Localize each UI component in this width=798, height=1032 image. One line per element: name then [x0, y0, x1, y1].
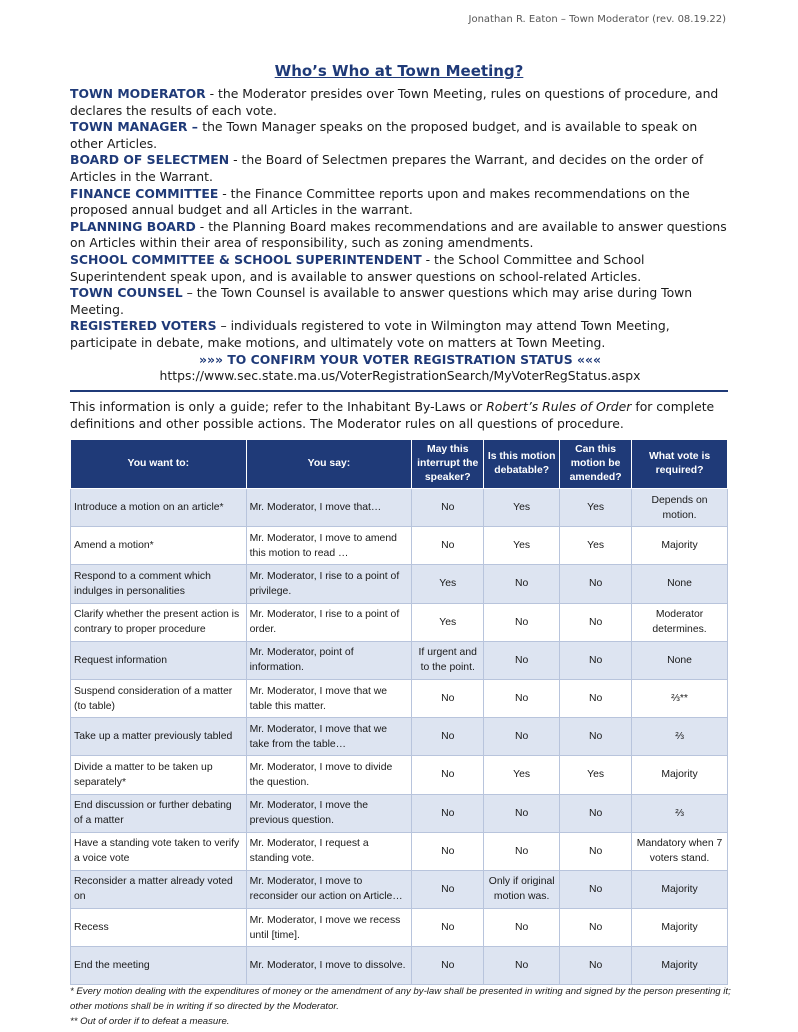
cell-vote: Majority — [632, 870, 728, 908]
cell-want: End the meeting — [71, 947, 247, 985]
role-term: SCHOOL COMMITTEE & SCHOOL SUPERINTENDENT — [70, 251, 422, 267]
cell-vote: Mandatory when 7 voters stand. — [632, 832, 728, 870]
intro-part-2: for complete definitions and other possible actions. The Moderator rules on all questions of procedure. — [70, 399, 715, 431]
cell-amendable: No — [560, 947, 632, 985]
table-row — [71, 756, 728, 794]
role-board-of-selectmen — [70, 152, 730, 185]
cell-interrupt: No — [412, 756, 484, 794]
cell-say: Mr. Moderator, I move to divide the question. — [246, 756, 412, 794]
cell-debatable: No — [484, 718, 560, 756]
cell-interrupt: No — [412, 527, 484, 565]
role-term: FINANCE COMMITTEE — [70, 185, 219, 201]
cell-amendable: No — [560, 870, 632, 908]
column-header: What vote is required? — [632, 440, 728, 489]
cell-interrupt: Yes — [412, 603, 484, 641]
table-row — [71, 527, 728, 565]
cell-amendable: No — [560, 679, 632, 717]
cell-want: Introduce a motion on an article* — [71, 489, 247, 527]
cell-debatable: No — [484, 565, 560, 603]
role-desc: - the Planning Board makes recommendations and are available to answer questions on Articles within their area of responsibility, such as zoning amendments. — [70, 218, 727, 251]
cell-say: Mr. Moderator, I move that we take from the table… — [246, 718, 412, 756]
cell-want: Respond to a comment which indulges in personalities — [71, 565, 247, 603]
cell-say: Mr. Moderator, I move that we table this matter. — [246, 679, 412, 717]
table-row — [71, 909, 728, 947]
table-row — [71, 489, 728, 527]
cell-interrupt: No — [412, 832, 484, 870]
footnotes — [70, 984, 750, 1029]
cell-amendable: Yes — [560, 527, 632, 565]
role-town-moderator — [70, 86, 730, 119]
cell-say: Mr. Moderator, I move that… — [246, 489, 412, 527]
role-planning-board — [70, 219, 730, 252]
table-header-row — [71, 440, 728, 489]
column-header: Is this motion debatable? — [484, 440, 560, 489]
cell-interrupt: If urgent and to the point. — [412, 641, 484, 679]
cell-vote: None — [632, 565, 728, 603]
cell-want: Reconsider a matter already voted on — [71, 870, 247, 908]
table-row — [71, 679, 728, 717]
cell-vote: Majority — [632, 527, 728, 565]
cell-debatable: No — [484, 909, 560, 947]
column-header: May this interrupt the speaker? — [412, 440, 484, 489]
column-header: You say: — [246, 440, 412, 489]
cell-vote: None — [632, 641, 728, 679]
cell-vote: Depends on motion. — [632, 489, 728, 527]
voter-registration-link[interactable]: https://www.sec.state.ma.us/VoterRegistrationSearch/MyVoterRegStatus.aspx — [159, 368, 641, 384]
cell-want: Take up a matter previously tabled — [71, 718, 247, 756]
role-desc: - the School Committee and School Superintendent speak upon, and is available to answer questions on school-related Articles. — [70, 251, 645, 284]
cell-interrupt: No — [412, 794, 484, 832]
role-school-committee — [70, 252, 730, 285]
role-term: PLANNING BOARD — [70, 218, 196, 234]
cell-want: Recess — [71, 909, 247, 947]
role-term: TOWN MANAGER – — [70, 119, 203, 135]
cell-debatable: No — [484, 947, 560, 985]
table-row — [71, 794, 728, 832]
intro-part-1: This information is only a guide; refer to the Inhabitant By-Laws or — [70, 399, 487, 414]
cell-amendable: No — [560, 641, 632, 679]
role-term: BOARD OF SELECTMEN — [70, 152, 230, 168]
cell-want: Divide a matter to be taken up separately* — [71, 756, 247, 794]
role-desc: the Town Manager speaks on the proposed budget, and is available to speak on other Articles. — [70, 119, 698, 151]
cell-debatable: No — [484, 794, 560, 832]
cell-debatable: No — [484, 832, 560, 870]
table-row — [71, 641, 728, 679]
cell-say: Mr. Moderator, I move the previous question. — [246, 794, 412, 832]
role-registered-voters — [70, 318, 730, 351]
cell-say: Mr. Moderator, I rise to a point of order. — [246, 603, 412, 641]
cell-say: Mr. Moderator, I move to dissolve. — [246, 947, 412, 985]
footnote-single-asterisk: * Every motion dealing with the expenditures of money or the amendment of any by-law shall be presented in writing and signed by the person presenting it; other motions shall be in writing if so directed by the Moderator. — [70, 986, 731, 1012]
cell-vote: ⅔** — [632, 679, 728, 717]
table-row — [71, 832, 728, 870]
cell-say: Mr. Moderator, I move to reconsider our action on Article… — [246, 870, 412, 908]
cell-say: Mr. Moderator, I move to amend this motion to read … — [246, 527, 412, 565]
role-term: TOWN COUNSEL — [70, 285, 183, 301]
cell-amendable: No — [560, 794, 632, 832]
intro-text — [70, 399, 730, 432]
cell-say: Mr. Moderator, I request a standing vote. — [246, 832, 412, 870]
cell-debatable: Yes — [484, 489, 560, 527]
table-row — [71, 603, 728, 641]
role-desc: - the Finance Committee reports upon and makes recommendations on the proposed annual budget and all Articles in the warrant. — [70, 185, 690, 218]
cell-amendable: Yes — [560, 489, 632, 527]
cell-interrupt: No — [412, 870, 484, 908]
cell-say: Mr. Moderator, point of information. — [246, 641, 412, 679]
cell-vote: Majority — [632, 947, 728, 985]
cell-amendable: No — [560, 832, 632, 870]
cell-want: Clarify whether the present action is contrary to proper procedure — [71, 603, 247, 641]
cell-interrupt: No — [412, 489, 484, 527]
cell-vote: Majority — [632, 909, 728, 947]
cell-want: End discussion or further debating of a matter — [71, 794, 247, 832]
cell-interrupt: No — [412, 679, 484, 717]
motions-table — [70, 439, 728, 985]
cell-amendable: No — [560, 909, 632, 947]
column-header: Can this motion be amended? — [560, 440, 632, 489]
cell-say: Mr. Moderator, I move we recess until [time]. — [246, 909, 412, 947]
table-row — [71, 565, 728, 603]
cell-vote: ⅔ — [632, 794, 728, 832]
role-desc: – the Town Counsel is available to answer questions which may arise during Town Meeting. — [70, 285, 693, 317]
cell-debatable: Yes — [484, 756, 560, 794]
cell-interrupt: No — [412, 718, 484, 756]
role-desc: - the Board of Selectmen prepares the Warrant, and decides on the order of Articles in the Warrant. — [70, 152, 704, 184]
cell-vote: ⅔ — [632, 718, 728, 756]
role-finance-committee — [70, 186, 730, 219]
table-row — [71, 870, 728, 908]
cell-amendable: No — [560, 565, 632, 603]
cell-want: Have a standing vote taken to verify a voice vote — [71, 832, 247, 870]
table-row — [71, 718, 728, 756]
cell-debatable: No — [484, 603, 560, 641]
section-divider — [70, 390, 728, 392]
cell-say: Mr. Moderator, I rise to a point of privilege. — [246, 565, 412, 603]
cell-amendable: No — [560, 718, 632, 756]
cell-interrupt: No — [412, 909, 484, 947]
cell-want: Request information — [71, 641, 247, 679]
cell-interrupt: No — [412, 947, 484, 985]
intro-italic: Robert’s Rules of Order — [486, 399, 632, 414]
cell-debatable: Yes — [484, 527, 560, 565]
table-row — [71, 947, 728, 985]
role-term: REGISTERED VOTERS — [70, 318, 217, 334]
cell-vote: Moderator determines. — [632, 603, 728, 641]
cell-want: Amend a motion* — [71, 527, 247, 565]
footnote-double-asterisk: ** Out of order if to defeat a measure. — [70, 1016, 230, 1027]
page-title: Who’s Who at Town Meeting? — [274, 62, 524, 80]
cell-amendable: No — [560, 603, 632, 641]
role-desc: – individuals registered to vote in Wilmington may attend Town Meeting, participate in debate, make motions, and ultimately vote on matters at Town Meeting. — [70, 318, 670, 350]
role-town-manager — [70, 119, 730, 152]
role-term: TOWN MODERATOR — [70, 86, 206, 101]
cell-debatable: Only if original motion was. — [484, 870, 560, 908]
cell-want: Suspend consideration of a matter (to table) — [71, 679, 247, 717]
cell-amendable: Yes — [560, 756, 632, 794]
cell-vote: Majority — [632, 756, 728, 794]
roles-section — [70, 86, 730, 385]
cell-debatable: No — [484, 641, 560, 679]
role-desc: - the Moderator presides over Town Meeting, rules on questions of procedure, and declares the results of each vote. — [70, 86, 719, 118]
cell-interrupt: Yes — [412, 565, 484, 603]
cell-debatable: No — [484, 679, 560, 717]
column-header: You want to: — [71, 440, 247, 489]
confirm-registration-heading: »»» TO CONFIRM YOUR VOTER REGISTRATION STATUS ««« — [199, 351, 601, 367]
role-town-counsel — [70, 285, 730, 318]
header-note: Jonathan R. Eaton – Town Moderator (rev. 08.19.22) — [468, 14, 726, 25]
